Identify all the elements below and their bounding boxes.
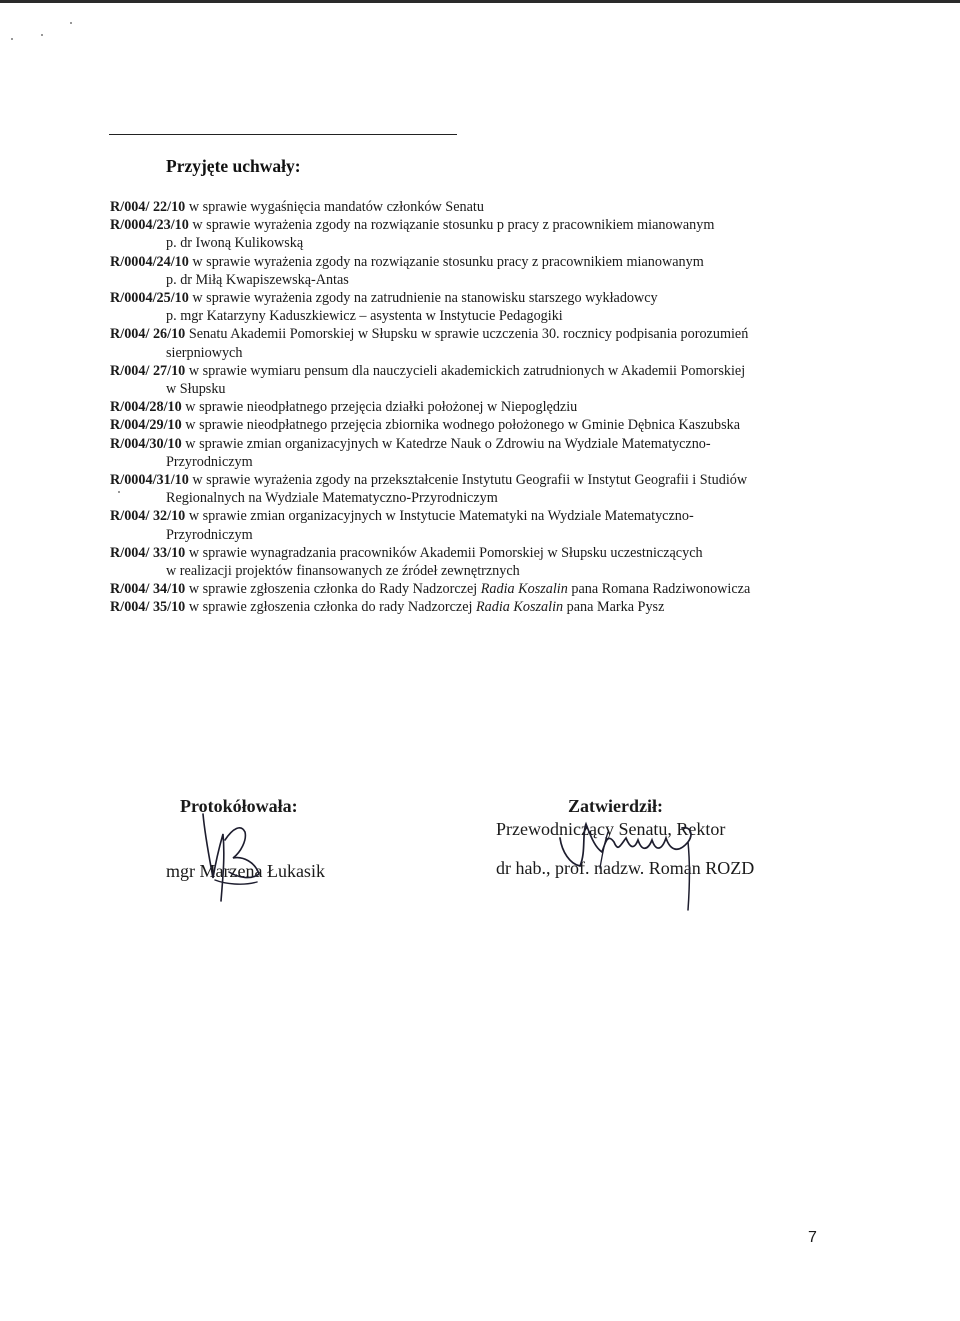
resolution-id: R/004/ 27/10 xyxy=(110,362,186,379)
resolution-item xyxy=(110,198,830,216)
resolutions-list xyxy=(110,198,830,617)
company-name: Radia Koszalin xyxy=(480,581,568,598)
resolution-item xyxy=(110,325,830,361)
resolution-continuation: p. mgr Katarzyny Kaduszkiewicz – asystenta w Instytucie Pedagogiki xyxy=(166,308,563,325)
resolution-id: R/0004/23/10 xyxy=(110,217,189,234)
resolution-item xyxy=(110,216,830,252)
resolution-item xyxy=(110,435,830,471)
resolution-text: w sprawie wyrażenia zgody na rozwiązanie stosunku p pracy z pracownikiem mianowanym xyxy=(188,217,715,234)
resolution-text: w sprawie wynagradzania pracowników Akademii Pomorskiej w Słupsku uczestniczących xyxy=(185,544,703,561)
resolution-continuation: p. dr Iwoną Kulikowską xyxy=(166,235,304,252)
approver-name: dr hab., prof. nadzw. Roman ROZD xyxy=(496,858,755,878)
resolution-text: w sprawie nieodpłatnego przejęcia działki położonej w Niepoględziu xyxy=(181,399,578,416)
resolution-text: w sprawie nieodpłatnego przejęcia zbiornika wodnego położonego w Gminie Dębnica Kaszubska xyxy=(181,417,740,434)
resolution-id: R/004/ 26/10 xyxy=(110,326,186,343)
resolution-id: R/004/ 35/10 xyxy=(110,599,186,616)
resolution-continuation: w realizacji projektów finansowanych ze źródeł zewnętrznych xyxy=(166,563,520,580)
resolution-id: R/004/ 34/10 xyxy=(110,581,186,598)
resolution-text: pana Marka Pysz xyxy=(563,599,665,616)
resolution-text: w sprawie wyrażenia zgody na zatrudnienie na stanowisku starszego wykładowcy xyxy=(188,290,658,307)
resolution-continuation: p. dr Miłą Kwapiszewską-Antas xyxy=(166,271,349,288)
resolution-item xyxy=(110,471,830,507)
resolution-continuation: Przyrodniczym xyxy=(166,526,253,543)
resolution-continuation: sierpniowych xyxy=(166,344,243,361)
scan-speck xyxy=(41,34,43,36)
resolution-text: w sprawie zmian organizacyjnych w Katedrze Nauk o Zdrowiu na Wydziale Matematyczno- xyxy=(181,435,711,452)
scan-edge-line xyxy=(0,0,960,3)
resolution-text: w sprawie zgłoszenia członka do rady Nadzorczej xyxy=(185,599,476,616)
resolution-item xyxy=(110,598,830,616)
resolution-id: R/004/28/10 xyxy=(110,399,182,416)
scan-speck xyxy=(11,38,13,40)
approver-title: Zatwierdził: xyxy=(568,796,663,816)
resolution-id: R/0004/31/10 xyxy=(110,472,189,489)
resolution-text: w sprawie zgłoszenia członka do Rady Nadzorczej xyxy=(185,581,481,598)
resolution-continuation: w Słupsku xyxy=(166,381,226,398)
resolution-continuation: Regionalnych na Wydziale Matematyczno-Przyrodniczym xyxy=(166,490,498,507)
resolution-item xyxy=(110,362,830,398)
resolution-item xyxy=(110,416,830,434)
resolution-id: R/004/ 32/10 xyxy=(110,508,186,525)
resolution-id: R/004/29/10 xyxy=(110,417,182,434)
resolution-text: w sprawie wygaśnięcia mandatów członków Senatu xyxy=(185,199,484,215)
resolution-text: w sprawie wyrażenia zgody na rozwiązanie stosunku pracy z pracownikiem mianowanym xyxy=(188,253,704,270)
resolution-text: w sprawie wymiaru pensum dla nauczycieli akademickich zatrudnionych w Akademii Pomorskiej xyxy=(185,362,746,379)
page-number: 7 xyxy=(808,1229,817,1246)
resolution-item xyxy=(110,580,830,598)
approver-role: Przewodniczący Senatu, Rektor xyxy=(496,819,726,839)
resolution-item xyxy=(110,253,830,289)
resolution-text: w sprawie zmian organizacyjnych w Instytucie Matematyki na Wydziale Matematyczno- xyxy=(185,508,694,525)
recorder-title: Protokółowała: xyxy=(180,796,298,816)
resolution-id: R/004/ 33/10 xyxy=(110,544,186,561)
resolution-id: R/004/30/10 xyxy=(110,435,182,452)
resolution-id: R/0004/25/10 xyxy=(110,290,189,307)
resolution-text: pana Romana Radziwonowicza xyxy=(567,581,751,598)
recorder-name: mgr Marzena Łukasik xyxy=(166,861,325,881)
resolution-text: Senatu Akademii Pomorskiej w Słupsku w sprawie uczczenia 30. rocznicy podpisania porozumień xyxy=(185,326,749,343)
scan-speck xyxy=(70,22,72,24)
resolution-continuation: Przyrodniczym xyxy=(166,453,253,470)
resolution-item xyxy=(110,544,830,580)
resolution-item xyxy=(110,507,830,543)
resolution-id: R/004/ 22/10 xyxy=(110,199,186,215)
handwritten-signature-left xyxy=(185,806,275,906)
company-name: Radia Koszalin xyxy=(476,599,564,616)
section-heading: Przyjęte uchwały: xyxy=(166,156,301,176)
resolution-text: w sprawie wyrażenia zgody na przekształcenie Instytutu Geografii w Instytut Geografii i Studiów xyxy=(188,472,748,489)
resolution-item xyxy=(110,398,830,416)
resolution-id: R/0004/24/10 xyxy=(110,253,189,270)
handwritten-signature-right xyxy=(556,812,716,912)
resolution-item xyxy=(110,289,830,325)
header-rule xyxy=(109,134,457,135)
